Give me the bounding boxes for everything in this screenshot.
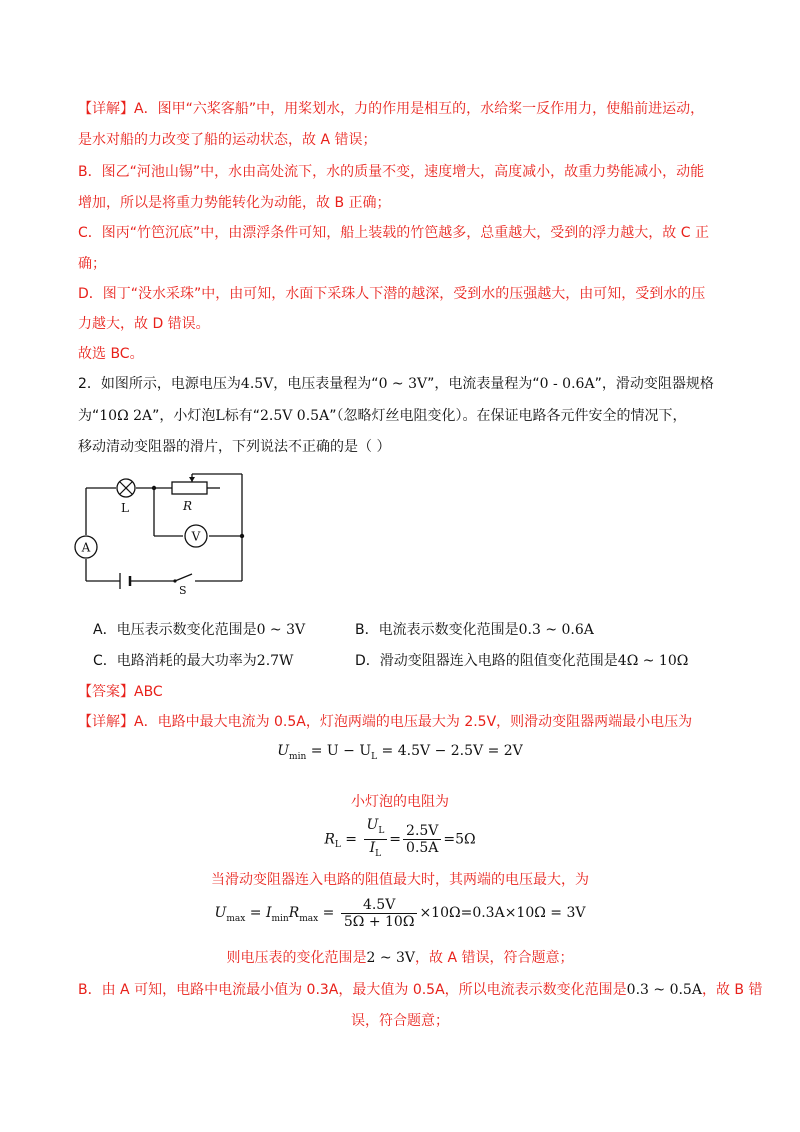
detail-line: C．图丙“竹笆沉底”中，由漂浮条件可知，船上装载的竹笆越多，总重越大，受到的浮力越大，故 C 正 [78,225,709,241]
detail-line: 误，符合题意； [351,1013,449,1029]
question-line: 2．如图所示，电源电压为4.5V，电压表量程为“0 ~ 3V”，电流表量程为“0 - 0.6A”，滑动变阻器规格 [78,376,714,392]
detail-line: 当滑动变阻器连入电路的阻值最大时，其两端的电压最大，为 [211,872,589,888]
detail-line: B．图乙“河池山锡”中，水由高处流下，水的质量不变，速度增大，高度减小，故重力势能减小，动能 [78,164,705,180]
equation-rl: $R_L$ = $\frac{U_L}{I_L}$ = $\frac{2.5V}{0.5A}$ =5Ω [324,817,476,859]
circuit-diagram [70,470,260,595]
option-c: C．电路消耗的最大功率为2.7W [93,653,294,669]
detail-line: 则电压表的变化范围是2 ~ 3V，故 A 错误，符合题意； [226,950,574,966]
detail-line: B．由 A 可知，电路中电流最小值为 0.3A，最大值为 0.5A，所以电流表示数变化范围是0.3 ~ 0.5A，故 B 错 [78,982,763,998]
answer-line: 【答案】ABC [78,684,163,700]
detail-line: 小灯泡的电阻为 [351,794,449,810]
detail-line: 【详解】A．图甲“六桨客船”中，用桨划水，力的作用是相互的，水给桨一反作用力，使船前进运动， [78,101,705,117]
detail-line: 【详解】A．电路中最大电流为 0.5A，灯泡两端的电压最大为 2.5V，则滑动变阻器两端最小电压为 [78,714,693,730]
equation-umax: $U_{max} = I_{min}R_{max}$ = $\frac{4.5V}{5\Omega + 10\Omega}$ ×10Ω=0.3A×10Ω = 3V [214,896,586,930]
switch-label: S [179,584,187,595]
conclusion-line: 故选 BC。 [78,346,144,362]
option-d: D．滑动变阻器连入电路的阻值变化范围是4Ω ~ 10Ω [355,653,689,669]
detail-line: 确； [78,256,106,272]
equation-umin: $U_{min} = U - U_L = 4.5V - 2.5V = 2V$ [277,743,523,762]
detail-line: 增加，所以是将重力势能转化为动能，故 B 正确； [78,195,391,211]
slider-arrow-icon [189,477,195,482]
voltmeter-label: V [191,529,201,544]
option-a: A．电压表示数变化范围是0 ~ 3V [93,622,306,638]
ammeter-label: A [81,540,91,555]
lamp-label: L [121,501,129,515]
detail-line: 是水对船的力改变了船的运动状态，故 A 错误； [78,132,377,148]
question-line: 移动清动变阻器的滑片，下列说法不正确的是（ ） [78,439,391,455]
option-b: B．电流表示数变化范围是0.3 ~ 0.6A [355,622,594,638]
lamp-symbol [117,479,135,497]
question-line: 为“10Ω 2A”，小灯泡L标有“2.5V 0.5A”（忽略灯丝电阻变化）。在保证电路各元件安全的情况下， [78,408,687,424]
detail-line: D．图丁“没水采珠”中，由可知，水面下采珠人下潜的越深，受到水的压强越大，由可知，受到水的压 [78,286,706,302]
resistor-label: R [183,499,193,513]
resistor-symbol [172,482,207,494]
detail-line: 力越大，故 D 错误。 [78,316,210,332]
